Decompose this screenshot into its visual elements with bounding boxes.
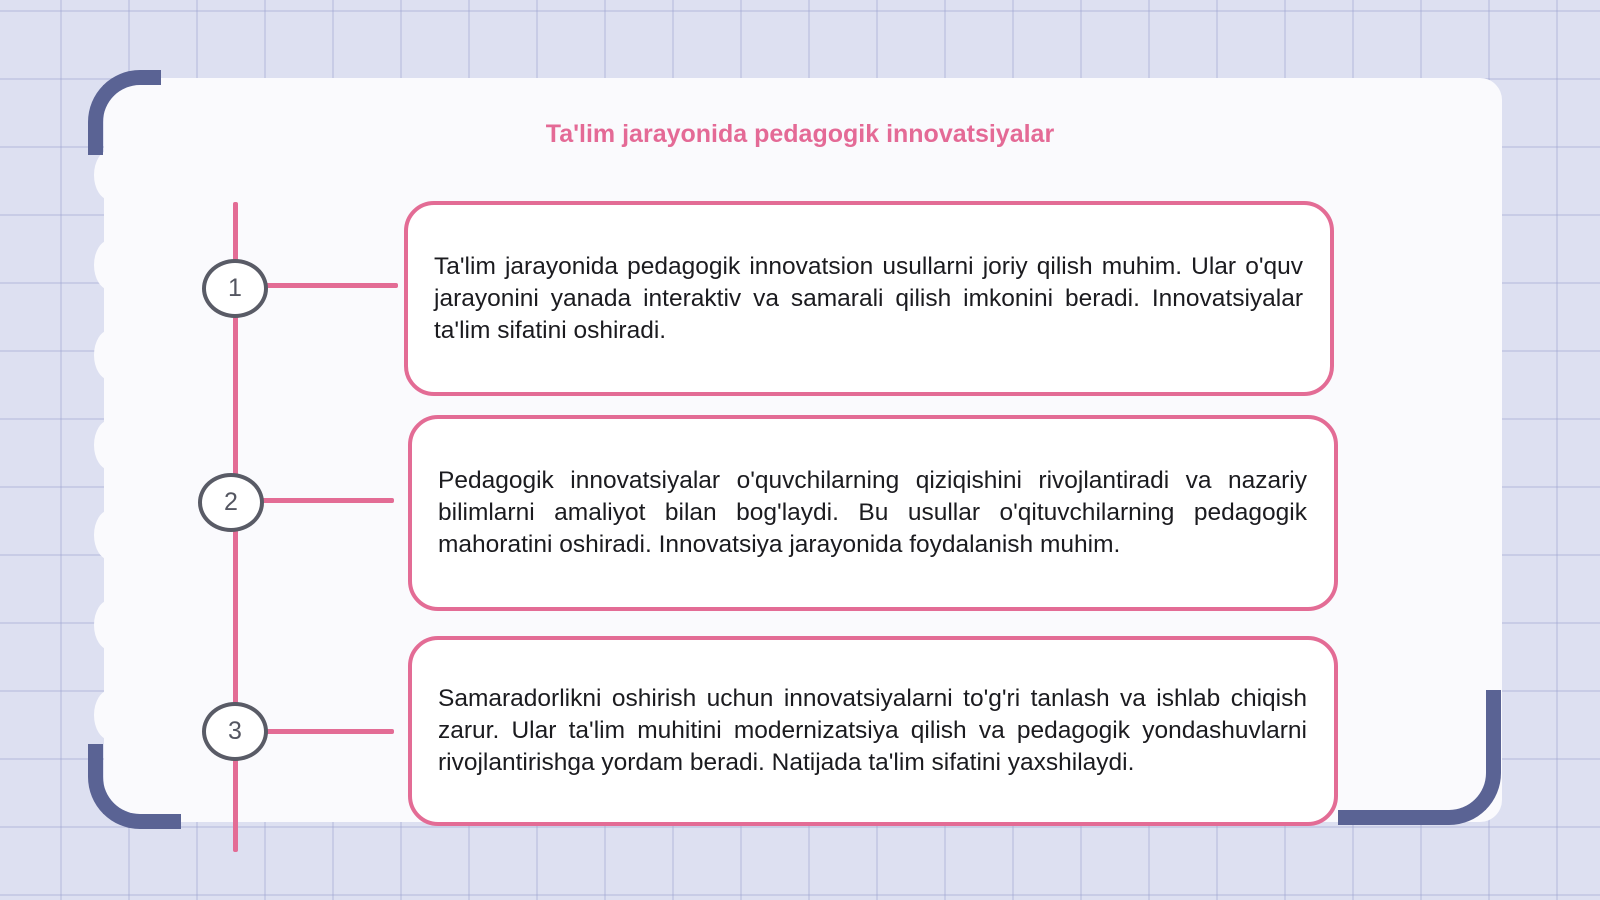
- scalloped-edge: [94, 600, 126, 650]
- step-card-1: [404, 201, 1334, 396]
- step-number-1: 1: [202, 259, 268, 318]
- step-number-2: 2: [198, 473, 264, 532]
- step-card-text: Pedagogik innovatsiyalar o'quvchilarning qiziqishini rivojlantiradi va nazariy bilimlarni amaliyot bilan bog'laydi. Bu usullar o'qituvchilarning pedagogik mahoratini oshiradi. Innovatsiya jarayonida foydalanish muhim.: [438, 467, 1307, 558]
- step-connector: [260, 498, 394, 503]
- scalloped-edge: [94, 420, 126, 470]
- frame-corner-bottom-right: [1338, 690, 1501, 825]
- step-card-text: Ta'lim jarayonida pedagogik innovatsion usullarni joriy qilish muhim. Ular o'quv jarayonini yanada interaktiv va samarali qilish imkonini beradi. Innovatsiyalar ta'lim sifatini oshiradi.: [434, 252, 1303, 344]
- scalloped-edge: [94, 510, 126, 560]
- frame-corner-top-left: [88, 70, 161, 155]
- step-card-text: Samaradorlikni oshirish uchun innovatsiyalarni to'g'ri tanlash va ishlab chiqish zarur. Ular ta'lim muhitini modernizatsiya qilish va pedagogik yondashuvlarni rivojlantirishga yordam beradi. Natijada ta'lim sifatini yaxshilaydi.: [438, 685, 1307, 776]
- slide-title: Ta'lim jarayonida pedagogik innovatsiyalar: [545, 120, 1055, 148]
- step-connector: [262, 729, 394, 734]
- scalloped-edge: [94, 150, 126, 200]
- scalloped-edge: [94, 330, 126, 380]
- scalloped-edge: [94, 240, 126, 290]
- scalloped-edge: [94, 690, 126, 740]
- step-number-3: 3: [202, 702, 268, 761]
- step-card-2: [408, 415, 1338, 611]
- step-connector: [262, 283, 398, 288]
- frame-corner-bottom-left: [88, 744, 181, 829]
- step-card-3: [408, 636, 1338, 826]
